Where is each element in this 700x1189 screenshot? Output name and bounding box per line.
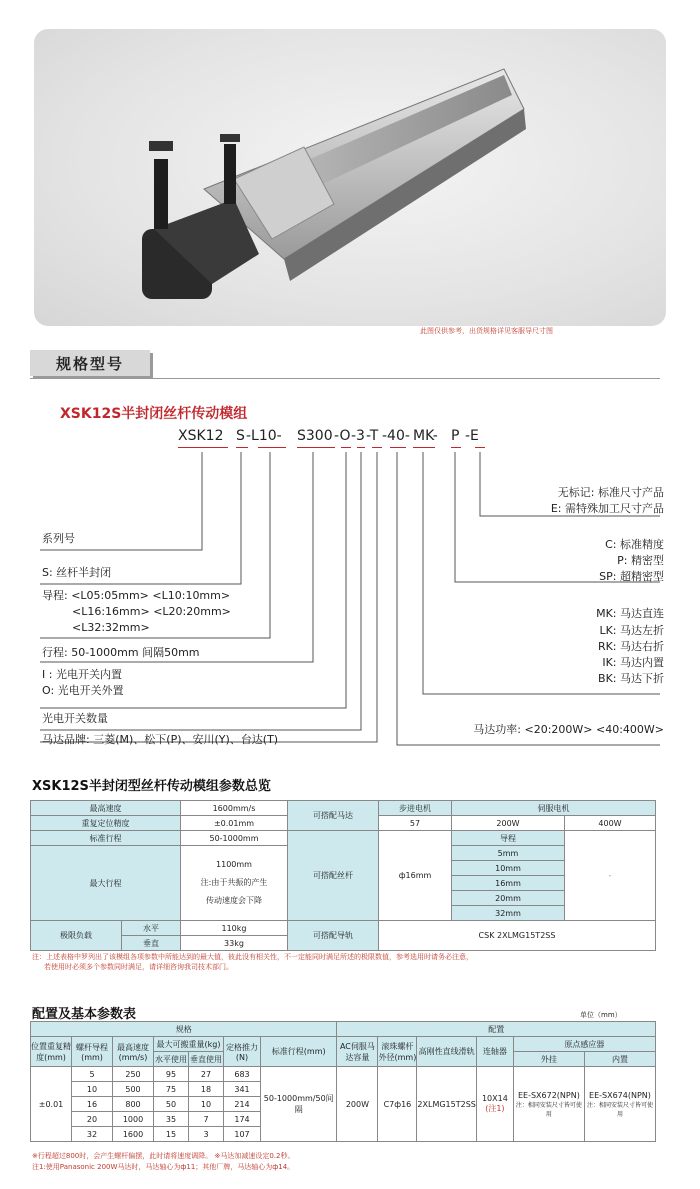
code-series: XSK12 [178,428,224,444]
cell: 214 [224,1097,261,1112]
label-bk: BK: 马达下折 [598,672,664,685]
cell: 连轴器 [476,1037,513,1067]
cell: 水平使用 [154,1052,189,1067]
cell: 35 [154,1112,189,1127]
label-prec-p: P: 精密型 [617,554,664,567]
cell: AC伺服马达容量 [337,1037,378,1067]
cell: - [565,831,656,921]
cell: 16 [72,1097,113,1112]
cell-line: 注：相同安装尺寸皆可使用 [515,1101,582,1118]
cell: 配置 [337,1022,656,1037]
table2-unit: 单位（mm） [580,1011,622,1019]
cell-line: 注:由于共振的产生 [200,878,268,887]
cell: 33kg [181,936,288,951]
model-title: XSK12S半封闭丝杆传动模组 [60,406,248,422]
table1-title: XSK12S半封闭型丝杆传动模组参数总览 [32,779,271,794]
cell: 50-1000mm/50间隔 [261,1067,337,1142]
cell: 800 [113,1097,154,1112]
label-spec-e: E: 需特殊加工尺寸产品 [550,502,664,515]
cell: 垂直使用 [189,1052,224,1067]
label-rk: RK: 马达右折 [597,640,664,653]
label-prec-sp: SP: 超精密型 [599,570,664,583]
cell: 重复定位精度 [31,816,181,831]
label-spec-none: 无标记: 标准尺寸产品 [557,486,664,499]
cell: 可搭配丝杆 [288,831,379,921]
cell: 20mm [452,891,565,906]
label-lead: 导程: <L05:05mm> <L10:10mm> [42,589,231,602]
cell: ±0.01 [31,1067,72,1142]
cell: 110kg [181,921,288,936]
table2-note-2: 注1:使用Panasonic 200W马达时，马达轴心为ф11；其他厂牌，马达轴心为ф14。 [32,1163,295,1171]
section-heading: 规格型号 [30,350,150,376]
cell: 32 [72,1127,113,1142]
cell: 1600 [113,1127,154,1142]
cell: 垂直 [122,936,181,951]
cell [181,846,288,921]
label-lead-2: <L16:16mm> <L20:20mm> [72,605,231,618]
code-stroke: S300 [297,428,333,444]
cell: 伺服电机 [452,801,656,816]
cell: 95 [154,1067,189,1082]
cell [513,1067,584,1142]
cell: 极限负载 [31,921,122,951]
cell: CSK 2XLMG15T2SS [379,921,656,951]
cell: 32mm [452,906,565,921]
label-ik: IK: 马达内置 [602,656,664,669]
cell: 2XLMG15T2SS [417,1067,476,1142]
table1-note-2: 若使用时必须多个参数同时满足，请详细咨询我司技术部门。 [44,963,233,971]
label-motor-brand: 马达品牌: 三菱(M)、松下(P)、安川(Y)、台达(T) [42,733,279,746]
cell: 定格推力(N) [224,1037,261,1067]
cell: 标准行程(mm) [261,1037,337,1067]
cell [476,1067,513,1142]
cell-line: (注1) [485,1104,505,1113]
cell: 20 [72,1112,113,1127]
table1-note-1: 注：上述表格中罗列出了该模组各项参数中所能达到的最大值，彼此没有相关性，不一定能同时满足所述的极限数值，参考选用时请务必注意， [32,953,473,961]
cell: C7ф16 [378,1067,417,1142]
cell: 可搭配导轨 [288,921,379,951]
cell: 57 [379,816,452,831]
config-table [30,1021,656,1142]
cell: 原点感应器 [513,1037,655,1052]
code-spec: -E [465,428,479,444]
cell: 107 [224,1127,261,1142]
cell: 最高速度 [31,801,181,816]
cell-line: 注：相同安装尺寸皆可使用 [586,1101,653,1118]
cell: 3 [189,1127,224,1142]
cell: 步进电机 [379,801,452,816]
cell: 50 [154,1097,189,1112]
table2-note-1: ※行程超过800时，会产生螺杆偏摆，此时请将速度调降。 ※马达加减速设定0.2秒。 [32,1152,295,1160]
cell: 500 [113,1082,154,1097]
code-mount: MK- [413,428,438,444]
cell: 341 [224,1082,261,1097]
cell: 200W [452,816,565,831]
cell: 75 [154,1082,189,1097]
photo-disclaimer: 此图仅供参考，出货规格详见客服导尺寸图 [420,327,553,335]
cell: 200W [337,1067,378,1142]
cell: 7 [189,1112,224,1127]
cell: 内置 [584,1052,655,1067]
code-lead: -L10- [246,428,282,444]
label-sensor-qty: 光电开关数量 [42,712,108,725]
label-mk: MK: 马达直连 [596,607,664,620]
cell: 16mm [452,876,565,891]
cell: 滚珠螺杆外径(mm) [378,1037,417,1067]
label-lk: LK: 马达左折 [599,624,664,637]
cell: 位置重复精度(mm) [31,1037,72,1067]
cell: 高刚性直线滑轨 [417,1037,476,1067]
cell-line: 10X14 [481,1094,508,1103]
code-sensor: -O [334,428,351,444]
label-series: 系列号 [42,532,75,545]
cell: 导程 [452,831,565,846]
cell: 可搭配马达 [288,801,379,831]
cell: 5mm [452,846,565,861]
code-sensor-qty: -3 [351,428,365,444]
table2-title: 配置及基本参数表 [32,1007,137,1022]
cell: ф16mm [379,831,452,921]
cell: 外挂 [513,1052,584,1067]
code-brand: -T [366,428,379,444]
cell: 最大可搬重量(kg) [154,1037,224,1052]
cell-line: 1100mm [216,860,252,869]
cell: 标准行程 [31,831,181,846]
cell: 5 [72,1067,113,1082]
label-power: 马达功率: <20:200W> <40:400W> [473,723,664,736]
cell-line: EE-SX674(NPN) [589,1090,651,1100]
cell: 1000 [113,1112,154,1127]
cell: 174 [224,1112,261,1127]
code-precision: P [451,428,460,444]
cell: ±0.01mm [181,816,288,831]
cell: 最高速度(mm/s) [113,1037,154,1067]
label-lead-3: <L32:32mm> [72,621,150,634]
cell: 400W [565,816,656,831]
cell: 10mm [452,861,565,876]
label-prec-c: C: 标准精度 [605,538,664,551]
cell: 683 [224,1067,261,1082]
cell: 规格 [31,1022,337,1037]
cell [584,1067,655,1142]
label-sensor-i: I : 光电开关内置 [42,668,122,681]
cell: 27 [189,1067,224,1082]
cell: 15 [154,1127,189,1142]
label-sensor-o: O: 光电开关外置 [42,684,124,697]
cell: 10 [72,1082,113,1097]
cell-line: EE-SX672(NPN) [517,1090,580,1100]
cell: 250 [113,1067,154,1082]
overview-table [30,800,656,951]
code-power: -40- [382,428,410,444]
code-type: S [236,428,245,444]
label-type: S: 丝杆半封闭 [42,566,112,579]
cell: 10 [189,1097,224,1112]
cell-line: 传动速度会下降 [206,896,262,905]
cell: 1600mm/s [181,801,288,816]
cell: 螺杆导程(mm) [72,1037,113,1067]
cell: 水平 [122,921,181,936]
label-stroke: 行程: 50-1000mm 间隔50mm [42,646,200,659]
cell: 最大行程 [31,846,181,921]
cell: 50-1000mm [181,831,288,846]
cell: 18 [189,1082,224,1097]
